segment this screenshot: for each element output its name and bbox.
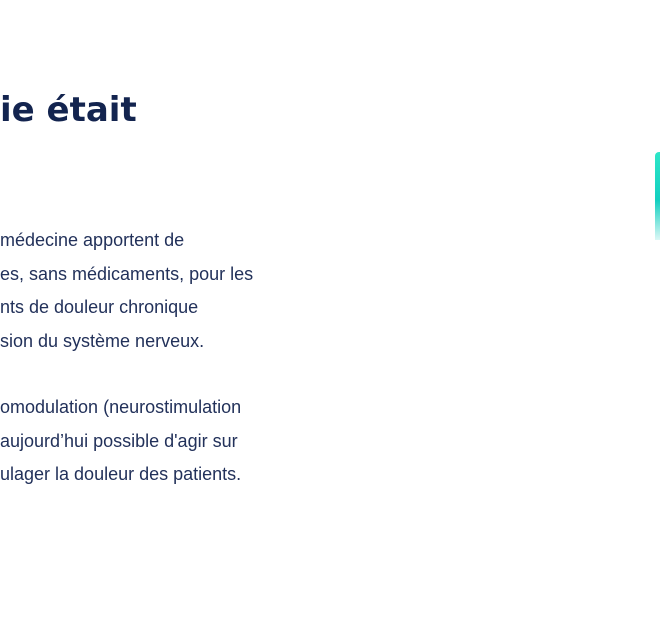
paragraph-line: nts de douleur chronique xyxy=(0,297,199,317)
decorative-accent-shape xyxy=(655,152,660,240)
page-heading: ie était xyxy=(0,90,137,130)
paragraph-1 xyxy=(0,224,320,358)
paragraph-line: sion du système nerveux. xyxy=(0,330,205,351)
paragraph-line: omodulation (neurostimulation xyxy=(0,397,242,417)
paragraph-2 xyxy=(0,391,320,492)
paragraph-line: aujourd’hui possible d'agir sur xyxy=(0,430,238,451)
paragraph-line: médecine apportent de xyxy=(0,230,185,250)
paragraph-line: es, sans médicaments, pour les xyxy=(0,263,254,284)
paragraph-line: ulager la douleur des patients. xyxy=(0,464,242,484)
body-text xyxy=(0,224,320,492)
